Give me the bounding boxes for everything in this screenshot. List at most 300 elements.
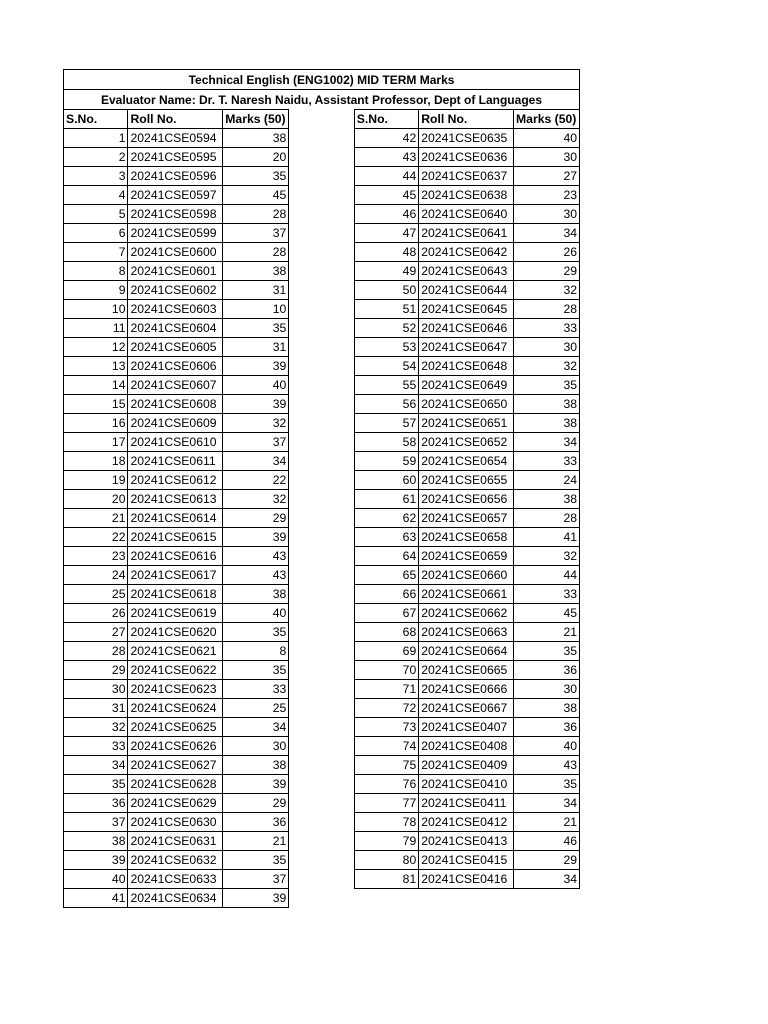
row-marks: 37 — [223, 224, 289, 243]
row-sno: 33 — [64, 737, 128, 756]
table-row — [64, 813, 289, 832]
row-marks: 34 — [514, 794, 580, 813]
row-roll-no: 20241CSE0415 — [419, 851, 514, 870]
row-marks: 32 — [514, 547, 580, 566]
table-row — [64, 414, 289, 433]
row-marks: 40 — [223, 376, 289, 395]
row-roll-no: 20241CSE0651 — [419, 414, 514, 433]
row-roll-no: 20241CSE0596 — [128, 167, 223, 186]
row-marks: 30 — [514, 680, 580, 699]
row-sno: 21 — [64, 509, 128, 528]
table-row — [64, 433, 289, 452]
row-roll-no: 20241CSE0638 — [419, 186, 514, 205]
row-roll-no: 20241CSE0605 — [128, 338, 223, 357]
row-marks: 29 — [223, 509, 289, 528]
row-sno: 43 — [354, 148, 418, 167]
row-marks: 30 — [514, 338, 580, 357]
row-sno: 18 — [64, 452, 128, 471]
row-roll-no: 20241CSE0620 — [128, 623, 223, 642]
row-marks: 28 — [223, 205, 289, 224]
row-roll-no: 20241CSE0625 — [128, 718, 223, 737]
row-roll-no: 20241CSE0604 — [128, 319, 223, 338]
row-roll-no: 20241CSE0628 — [128, 775, 223, 794]
marks-table-left — [63, 109, 289, 908]
row-sno: 80 — [354, 851, 418, 870]
row-marks: 31 — [223, 281, 289, 300]
row-marks: 29 — [514, 851, 580, 870]
table-row — [64, 566, 289, 585]
row-marks: 35 — [514, 775, 580, 794]
row-sno: 7 — [64, 243, 128, 262]
row-roll-no: 20241CSE0601 — [128, 262, 223, 281]
table-row — [64, 794, 289, 813]
table-row — [354, 851, 579, 870]
row-roll-no: 20241CSE0656 — [419, 490, 514, 509]
table-row — [354, 718, 579, 737]
row-sno: 64 — [354, 547, 418, 566]
row-sno: 40 — [64, 870, 128, 889]
row-marks: 35 — [514, 642, 580, 661]
row-marks: 39 — [223, 775, 289, 794]
table-row — [354, 547, 579, 566]
table-row — [354, 566, 579, 585]
row-roll-no: 20241CSE0622 — [128, 661, 223, 680]
row-marks: 28 — [514, 300, 580, 319]
row-sno: 78 — [354, 813, 418, 832]
row-marks: 37 — [223, 433, 289, 452]
row-marks: 35 — [223, 851, 289, 870]
table-row — [354, 585, 579, 604]
table-row — [354, 167, 579, 186]
row-marks: 34 — [223, 718, 289, 737]
row-marks: 33 — [223, 680, 289, 699]
row-marks: 35 — [223, 319, 289, 338]
table-row — [354, 148, 579, 167]
table-row — [354, 205, 579, 224]
row-marks: 43 — [223, 566, 289, 585]
row-marks: 30 — [514, 148, 580, 167]
header-marks: Marks (50) — [223, 110, 289, 129]
row-sno: 5 — [64, 205, 128, 224]
row-roll-no: 20241CSE0664 — [419, 642, 514, 661]
row-roll-no: 20241CSE0667 — [419, 699, 514, 718]
row-marks: 23 — [514, 186, 580, 205]
header-roll-no: Roll No. — [128, 110, 223, 129]
row-roll-no: 20241CSE0644 — [419, 281, 514, 300]
table-row — [64, 642, 289, 661]
row-marks: 36 — [514, 718, 580, 737]
row-roll-no: 20241CSE0609 — [128, 414, 223, 433]
row-sno: 8 — [64, 262, 128, 281]
row-sno: 60 — [354, 471, 418, 490]
header-row — [64, 110, 289, 129]
row-marks: 10 — [223, 300, 289, 319]
row-sno: 24 — [64, 566, 128, 585]
table-row — [64, 756, 289, 775]
row-sno: 53 — [354, 338, 418, 357]
row-sno: 70 — [354, 661, 418, 680]
row-sno: 10 — [64, 300, 128, 319]
table-row — [354, 452, 579, 471]
row-marks: 32 — [223, 490, 289, 509]
row-roll-no: 20241CSE0606 — [128, 357, 223, 376]
table-row — [64, 623, 289, 642]
row-marks: 35 — [223, 167, 289, 186]
row-roll-no: 20241CSE0597 — [128, 186, 223, 205]
table-row — [64, 376, 289, 395]
table-row — [64, 357, 289, 376]
row-marks: 40 — [514, 129, 580, 148]
row-roll-no: 20241CSE0610 — [128, 433, 223, 452]
row-marks: 38 — [223, 585, 289, 604]
row-marks: 38 — [223, 756, 289, 775]
table-row — [354, 756, 579, 775]
row-roll-no: 20241CSE0660 — [419, 566, 514, 585]
row-sno: 62 — [354, 509, 418, 528]
row-sno: 67 — [354, 604, 418, 623]
row-roll-no: 20241CSE0617 — [128, 566, 223, 585]
row-sno: 69 — [354, 642, 418, 661]
row-marks: 32 — [514, 357, 580, 376]
header-roll-no: Roll No. — [419, 110, 514, 129]
table-row — [354, 661, 579, 680]
table-row — [354, 509, 579, 528]
row-sno: 68 — [354, 623, 418, 642]
row-sno: 9 — [64, 281, 128, 300]
row-sno: 61 — [354, 490, 418, 509]
row-roll-no: 20241CSE0630 — [128, 813, 223, 832]
row-marks: 34 — [514, 870, 580, 889]
row-sno: 38 — [64, 832, 128, 851]
row-roll-no: 20241CSE0645 — [419, 300, 514, 319]
row-marks: 39 — [223, 357, 289, 376]
row-marks: 30 — [514, 205, 580, 224]
row-marks: 45 — [514, 604, 580, 623]
row-sno: 11 — [64, 319, 128, 338]
table-row — [64, 699, 289, 718]
row-roll-no: 20241CSE0413 — [419, 832, 514, 851]
row-roll-no: 20241CSE0665 — [419, 661, 514, 680]
row-roll-no: 20241CSE0408 — [419, 737, 514, 756]
row-marks: 43 — [223, 547, 289, 566]
row-marks: 21 — [514, 623, 580, 642]
row-sno: 75 — [354, 756, 418, 775]
row-roll-no: 20241CSE0650 — [419, 395, 514, 414]
table-row — [64, 737, 289, 756]
row-sno: 2 — [64, 148, 128, 167]
row-roll-no: 20241CSE0616 — [128, 547, 223, 566]
row-roll-no: 20241CSE0661 — [419, 585, 514, 604]
row-sno: 35 — [64, 775, 128, 794]
row-marks: 34 — [223, 452, 289, 471]
row-sno: 19 — [64, 471, 128, 490]
evaluator-name: Evaluator Name: Dr. T. Naresh Naidu, Assistant Professor, Dept of Languages — [63, 89, 580, 109]
row-sno: 51 — [354, 300, 418, 319]
row-marks: 28 — [514, 509, 580, 528]
row-sno: 23 — [64, 547, 128, 566]
row-marks: 34 — [514, 433, 580, 452]
table-row — [64, 338, 289, 357]
row-sno: 46 — [354, 205, 418, 224]
row-marks: 25 — [223, 699, 289, 718]
row-marks: 33 — [514, 585, 580, 604]
row-marks: 37 — [223, 870, 289, 889]
row-sno: 26 — [64, 604, 128, 623]
row-sno: 37 — [64, 813, 128, 832]
table-row — [354, 870, 579, 889]
row-sno: 36 — [64, 794, 128, 813]
row-sno: 32 — [64, 718, 128, 737]
table-row — [354, 281, 579, 300]
row-roll-no: 20241CSE0623 — [128, 680, 223, 699]
row-roll-no: 20241CSE0629 — [128, 794, 223, 813]
row-marks: 38 — [514, 414, 580, 433]
table-row — [354, 376, 579, 395]
table-row — [354, 243, 579, 262]
table-row — [354, 642, 579, 661]
row-roll-no: 20241CSE0640 — [419, 205, 514, 224]
row-marks: 30 — [223, 737, 289, 756]
table-row — [64, 528, 289, 547]
row-roll-no: 20241CSE0655 — [419, 471, 514, 490]
table-row — [354, 737, 579, 756]
row-marks: 22 — [223, 471, 289, 490]
table-row — [64, 889, 289, 908]
table-row — [354, 832, 579, 851]
row-roll-no: 20241CSE0619 — [128, 604, 223, 623]
row-roll-no: 20241CSE0615 — [128, 528, 223, 547]
table-row — [354, 775, 579, 794]
row-marks: 36 — [223, 813, 289, 832]
row-marks: 34 — [514, 224, 580, 243]
row-roll-no: 20241CSE0636 — [419, 148, 514, 167]
table-row — [354, 813, 579, 832]
row-sno: 30 — [64, 680, 128, 699]
row-marks: 40 — [514, 737, 580, 756]
row-sno: 58 — [354, 433, 418, 452]
row-sno: 56 — [354, 395, 418, 414]
row-marks: 29 — [223, 794, 289, 813]
row-marks: 20 — [223, 148, 289, 167]
row-sno: 20 — [64, 490, 128, 509]
row-roll-no: 20241CSE0637 — [419, 167, 514, 186]
table-row — [354, 186, 579, 205]
row-marks: 43 — [514, 756, 580, 775]
row-marks: 41 — [514, 528, 580, 547]
table-row — [64, 851, 289, 870]
row-marks: 21 — [223, 832, 289, 851]
header-marks: Marks (50) — [514, 110, 580, 129]
row-marks: 32 — [223, 414, 289, 433]
row-marks: 8 — [223, 642, 289, 661]
table-row — [64, 281, 289, 300]
table-row — [354, 414, 579, 433]
table-row — [354, 604, 579, 623]
table-row — [354, 794, 579, 813]
row-roll-no: 20241CSE0624 — [128, 699, 223, 718]
row-sno: 52 — [354, 319, 418, 338]
row-roll-no: 20241CSE0635 — [419, 129, 514, 148]
row-marks: 32 — [514, 281, 580, 300]
row-marks: 39 — [223, 889, 289, 908]
row-roll-no: 20241CSE0642 — [419, 243, 514, 262]
row-sno: 74 — [354, 737, 418, 756]
row-roll-no: 20241CSE0614 — [128, 509, 223, 528]
table-row — [354, 528, 579, 547]
row-roll-no: 20241CSE0633 — [128, 870, 223, 889]
row-marks: 35 — [223, 623, 289, 642]
row-roll-no: 20241CSE0612 — [128, 471, 223, 490]
row-marks: 39 — [223, 395, 289, 414]
table-row — [64, 452, 289, 471]
row-marks: 38 — [514, 490, 580, 509]
row-roll-no: 20241CSE0631 — [128, 832, 223, 851]
row-roll-no: 20241CSE0409 — [419, 756, 514, 775]
row-roll-no: 20241CSE0632 — [128, 851, 223, 870]
header-row — [354, 110, 579, 129]
row-sno: 65 — [354, 566, 418, 585]
marks-grid — [63, 109, 580, 908]
row-roll-no: 20241CSE0648 — [419, 357, 514, 376]
row-marks: 36 — [514, 661, 580, 680]
table-row — [64, 585, 289, 604]
table-row — [64, 205, 289, 224]
table-row — [64, 300, 289, 319]
row-marks: 33 — [514, 452, 580, 471]
row-sno: 16 — [64, 414, 128, 433]
table-row — [64, 148, 289, 167]
row-sno: 73 — [354, 718, 418, 737]
row-sno: 81 — [354, 870, 418, 889]
row-roll-no: 20241CSE0410 — [419, 775, 514, 794]
table-row — [64, 319, 289, 338]
row-sno: 41 — [64, 889, 128, 908]
row-roll-no: 20241CSE0407 — [419, 718, 514, 737]
row-sno: 66 — [354, 585, 418, 604]
table-row — [64, 661, 289, 680]
row-sno: 72 — [354, 699, 418, 718]
row-sno: 27 — [64, 623, 128, 642]
row-sno: 77 — [354, 794, 418, 813]
table-row — [354, 490, 579, 509]
row-roll-no: 20241CSE0647 — [419, 338, 514, 357]
table-row — [64, 224, 289, 243]
table-row — [64, 243, 289, 262]
row-sno: 28 — [64, 642, 128, 661]
row-sno: 44 — [354, 167, 418, 186]
row-sno: 31 — [64, 699, 128, 718]
row-roll-no: 20241CSE0662 — [419, 604, 514, 623]
row-sno: 12 — [64, 338, 128, 357]
table-row — [64, 186, 289, 205]
row-sno: 34 — [64, 756, 128, 775]
table-row — [64, 262, 289, 281]
row-sno: 15 — [64, 395, 128, 414]
table-row — [64, 395, 289, 414]
row-marks: 44 — [514, 566, 580, 585]
table-row — [354, 224, 579, 243]
row-marks: 33 — [514, 319, 580, 338]
row-roll-no: 20241CSE0621 — [128, 642, 223, 661]
row-roll-no: 20241CSE0411 — [419, 794, 514, 813]
row-marks: 35 — [223, 661, 289, 680]
table-row — [64, 490, 289, 509]
row-sno: 29 — [64, 661, 128, 680]
row-sno: 50 — [354, 281, 418, 300]
row-sno: 1 — [64, 129, 128, 148]
row-roll-no: 20241CSE0646 — [419, 319, 514, 338]
table-row — [354, 471, 579, 490]
row-roll-no: 20241CSE0613 — [128, 490, 223, 509]
table-row — [354, 319, 579, 338]
row-sno: 14 — [64, 376, 128, 395]
table-row — [64, 718, 289, 737]
row-roll-no: 20241CSE0602 — [128, 281, 223, 300]
row-sno: 17 — [64, 433, 128, 452]
table-row — [64, 604, 289, 623]
row-roll-no: 20241CSE0599 — [128, 224, 223, 243]
marks-table-right — [354, 109, 580, 889]
row-roll-no: 20241CSE0659 — [419, 547, 514, 566]
table-row — [64, 129, 289, 148]
header-sno: S.No. — [64, 110, 128, 129]
table-row — [354, 300, 579, 319]
table-row — [64, 775, 289, 794]
sheet-title: Technical English (ENG1002) MID TERM Marks — [63, 69, 580, 89]
table-row — [354, 129, 579, 148]
row-sno: 76 — [354, 775, 418, 794]
row-roll-no: 20241CSE0598 — [128, 205, 223, 224]
row-roll-no: 20241CSE0618 — [128, 585, 223, 604]
table-row — [354, 433, 579, 452]
row-sno: 79 — [354, 832, 418, 851]
row-sno: 47 — [354, 224, 418, 243]
row-roll-no: 20241CSE0608 — [128, 395, 223, 414]
table-row — [354, 680, 579, 699]
table-row — [354, 262, 579, 281]
table-row — [354, 699, 579, 718]
row-sno: 42 — [354, 129, 418, 148]
row-marks: 29 — [514, 262, 580, 281]
table-row — [64, 547, 289, 566]
row-marks: 35 — [514, 376, 580, 395]
row-marks: 26 — [514, 243, 580, 262]
table-row — [64, 509, 289, 528]
row-marks: 40 — [223, 604, 289, 623]
row-marks: 38 — [223, 262, 289, 281]
row-sno: 4 — [64, 186, 128, 205]
row-sno: 45 — [354, 186, 418, 205]
row-roll-no: 20241CSE0652 — [419, 433, 514, 452]
row-sno: 59 — [354, 452, 418, 471]
row-sno: 63 — [354, 528, 418, 547]
row-sno: 6 — [64, 224, 128, 243]
table-row — [354, 338, 579, 357]
row-roll-no: 20241CSE0641 — [419, 224, 514, 243]
row-sno: 57 — [354, 414, 418, 433]
table-row — [354, 395, 579, 414]
row-marks: 31 — [223, 338, 289, 357]
row-roll-no: 20241CSE0634 — [128, 889, 223, 908]
row-roll-no: 20241CSE0643 — [419, 262, 514, 281]
row-roll-no: 20241CSE0626 — [128, 737, 223, 756]
row-sno: 49 — [354, 262, 418, 281]
row-roll-no: 20241CSE0416 — [419, 870, 514, 889]
row-marks: 38 — [514, 395, 580, 414]
table-row — [64, 680, 289, 699]
row-sno: 3 — [64, 167, 128, 186]
row-sno: 48 — [354, 243, 418, 262]
